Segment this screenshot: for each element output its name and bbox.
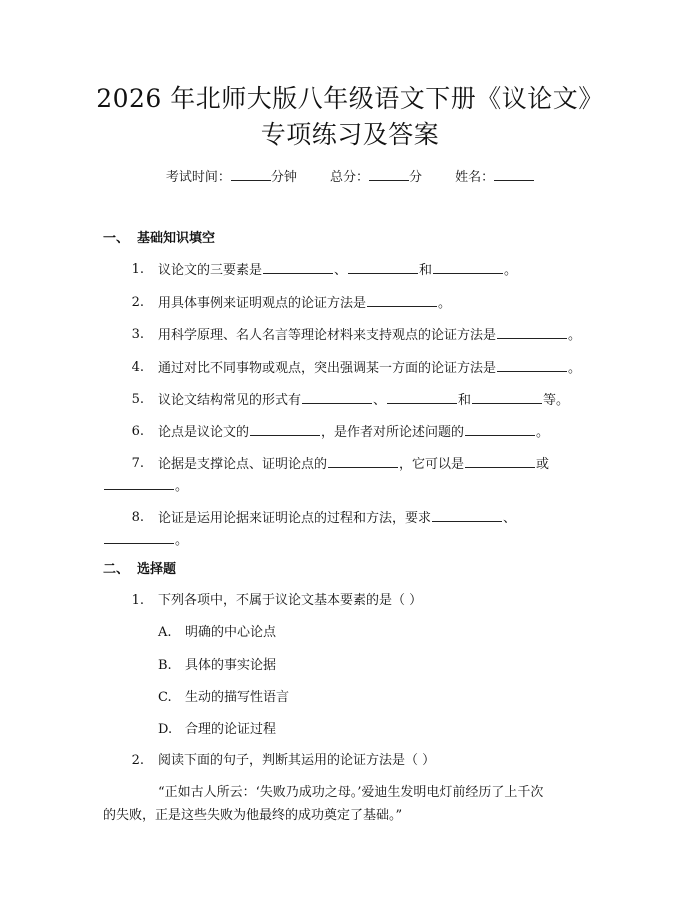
exam-info-line xyxy=(0,168,700,188)
s1-q7-text-line2 xyxy=(103,476,188,497)
exam-time-blank xyxy=(231,168,271,181)
s2-q1-text: 下列各项中，不属于议论文基本要素的是（ ） xyxy=(158,593,423,608)
exam-time-unit: 分钟 xyxy=(270,170,297,185)
s1-q1-number: 1. xyxy=(131,262,144,277)
s1-q4-text xyxy=(158,358,581,379)
s2-q1-number: 1. xyxy=(131,593,144,608)
s1-q1-part-b: 、 xyxy=(334,263,348,278)
exam-score-blank xyxy=(369,168,409,181)
s1-q3-part-b: 。 xyxy=(568,328,582,343)
s1-q7-part-c: 或 xyxy=(536,457,550,472)
s1-q3-part-a: 用科学原理、名人名言等理论材料来支持观点的论证方法是 xyxy=(158,328,497,343)
document-title-line1: 2026 年北师大版八年级语文下册《议论文》 xyxy=(96,84,604,113)
s1-q5-blank-3 xyxy=(472,390,542,404)
s1-q5-text xyxy=(158,390,569,411)
document-title-line2: 专项练习及答案 xyxy=(260,120,440,149)
s1-q1-text xyxy=(158,260,517,281)
s1-q7-blank-2 xyxy=(465,454,535,468)
exam-score-unit: 分 xyxy=(409,170,423,185)
s1-q2-text xyxy=(158,293,451,314)
s1-q6-part-b: ，是作者对所论述问题的 xyxy=(321,425,465,440)
s1-q2-blank-1 xyxy=(367,293,437,307)
s2-q1-option-b-text: 具体的事实论据 xyxy=(185,658,277,673)
s1-q8-part-b: 、 xyxy=(503,511,517,526)
s1-q8-part-c: 。 xyxy=(175,533,189,548)
s1-q6-number: 6. xyxy=(131,424,144,439)
s1-q1-part-d: 。 xyxy=(504,263,518,278)
s2-q1-option-d-text: 合理的论证过程 xyxy=(185,722,277,737)
s1-q5-number: 5. xyxy=(131,392,144,407)
s2-q1-option-b-letter: B. xyxy=(158,658,172,673)
s1-q3-blank-1 xyxy=(497,325,567,339)
s1-q6-part-a: 论点是议论文的 xyxy=(158,425,250,440)
section-1-number: 一、 xyxy=(103,231,130,246)
s1-q6-text xyxy=(158,422,549,443)
s2-q2-number: 2. xyxy=(131,753,144,768)
s1-q7-part-b: ，它可以是 xyxy=(399,457,465,472)
s2-q1-option-a-letter: A. xyxy=(158,625,172,640)
s1-q7-blank-3 xyxy=(104,476,174,490)
s1-q5-blank-2 xyxy=(387,390,457,404)
exam-time-label: 考试时间： xyxy=(165,170,231,185)
s1-q2-number: 2. xyxy=(131,295,144,310)
s1-q8-number: 8. xyxy=(131,510,144,525)
s2-q1-option-a-text: 明确的中心论点 xyxy=(185,625,277,640)
section-1-heading xyxy=(103,229,215,249)
s2-q1-option-d-letter: D. xyxy=(158,722,173,737)
s1-q4-number: 4. xyxy=(131,360,144,375)
s1-q2-part-b: 。 xyxy=(438,296,452,311)
s1-q5-part-a: 议论文结构常见的形式有 xyxy=(158,393,302,408)
exam-score-label: 总分： xyxy=(329,170,369,185)
s1-q7-part-a: 论据是支撑论点、证明论点的 xyxy=(158,457,328,472)
section-2-title: 选择题 xyxy=(137,562,177,577)
s1-q5-part-d: 等。 xyxy=(543,393,570,408)
s1-q4-part-a: 通过对比不同事物或观点，突出强调某一方面的论证方法是 xyxy=(158,361,497,376)
s1-q8-text-line2 xyxy=(103,530,188,551)
exam-name-label: 姓名： xyxy=(455,170,495,185)
s1-q7-blank-1 xyxy=(328,454,398,468)
s1-q1-part-a: 议论文的三要素是 xyxy=(158,263,263,278)
s2-q1-option-c-letter: C. xyxy=(158,690,172,705)
s1-q4-blank-1 xyxy=(497,358,567,372)
s1-q4-part-b: 。 xyxy=(568,361,582,376)
s1-q8-blank-1 xyxy=(432,508,502,522)
s1-q8-blank-2 xyxy=(104,530,174,544)
s1-q1-part-c: 和 xyxy=(419,263,433,278)
s1-q8-part-a: 论证是运用论据来证明论点的过程和方法，要求 xyxy=(158,511,432,526)
s1-q5-part-c: 和 xyxy=(458,393,472,408)
section-2-heading xyxy=(103,560,176,580)
section-1-title: 基础知识填空 xyxy=(137,231,216,246)
s1-q3-number: 3. xyxy=(131,327,144,342)
s1-q5-blank-1 xyxy=(302,390,372,404)
s1-q1-blank-2 xyxy=(348,260,418,274)
s1-q7-number: 7. xyxy=(131,456,144,471)
s1-q1-blank-3 xyxy=(433,260,503,274)
s1-q7-text xyxy=(158,454,549,475)
s1-q6-part-c: 。 xyxy=(536,425,550,440)
s1-q6-blank-2 xyxy=(465,422,535,436)
s2-q2-quote-line2: 的失败，正是这些失败为他最终的成功奠定了基础。” xyxy=(103,808,403,823)
s1-q1-blank-1 xyxy=(263,260,333,274)
s1-q6-blank-1 xyxy=(250,422,320,436)
s2-q2-quote-line1: “正如古人所云：‘失败乃成功之母。’爱迪生发明电灯前经历了上千次 xyxy=(158,785,544,800)
s1-q5-part-b: 、 xyxy=(373,393,387,408)
s2-q1-option-c-text: 生动的描写性语言 xyxy=(185,690,290,705)
s1-q7-part-d: 。 xyxy=(175,479,189,494)
exam-name-blank xyxy=(494,168,534,181)
s1-q8-text xyxy=(158,508,516,529)
s1-q2-part-a: 用具体事例来证明观点的论证方法是 xyxy=(158,296,367,311)
section-2-number: 二、 xyxy=(103,562,130,577)
s1-q3-text xyxy=(158,325,581,346)
s2-q2-text: 阅读下面的句子，判断其运用的论证方法是（ ） xyxy=(158,753,436,768)
